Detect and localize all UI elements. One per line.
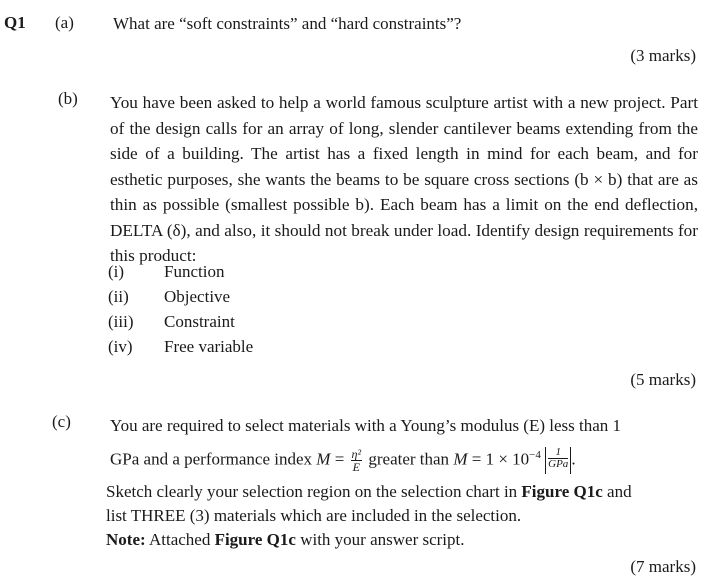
unit-bracket (545, 447, 571, 474)
equals-sign: = (330, 449, 349, 469)
part-c-note (106, 527, 465, 552)
part-a-marks: (3 marks) (630, 46, 696, 65)
part-b-item-label-3: Constraint (164, 312, 235, 331)
index-denominator: E (352, 460, 360, 475)
threshold-value: 1 × 10 (485, 449, 530, 469)
part-b-marks: (5 marks) (630, 370, 696, 389)
unit-denominator: GPa (548, 458, 569, 471)
part-c-line-4: list THREE (3) materials which are included in the selection. (106, 506, 522, 525)
note-prefix: Attached (145, 530, 215, 549)
part-c-label: (c) (52, 412, 71, 431)
greater-than-text: greater than (364, 449, 454, 469)
unit-numerator: 1 (548, 447, 568, 459)
note-figure-reference: Figure Q1c (214, 530, 296, 549)
part-b-item-label-1: Function (164, 262, 225, 281)
part-c-line-1: You are required to select materials with a Young’s modulus (E) less than 1 (110, 416, 622, 435)
question-number: Q1 (4, 13, 26, 32)
part-b-item-num-2: (ii) (108, 287, 129, 306)
part-b-item-label-4: Free variable (164, 337, 254, 356)
part-c-marks: (7 marks) (630, 557, 696, 576)
line-2-prefix: GPa and a performance index (110, 449, 317, 469)
performance-index-fraction (351, 448, 363, 473)
part-c-line-3 (106, 479, 632, 504)
line-3-suffix: and (602, 482, 632, 501)
note-suffix: with your answer script. (295, 530, 465, 549)
note-label: Note: (106, 530, 146, 549)
part-b-item-num-1: (i) (108, 262, 125, 281)
part-a-label: (a) (55, 13, 74, 32)
part-c-line-2: GPa and a performance index M = $\frac{\text{η²}}{E}$ greater than $M = 1 \times 10^{-4}$ 1 GPa . (110, 446, 576, 475)
figure-reference: Figure Q1c (521, 482, 603, 501)
part-b-item-num-4: (iv) (108, 337, 133, 356)
index-symbol: M (316, 449, 331, 469)
threshold-symbol: M (453, 449, 468, 469)
part-a-text: What are “soft constraints” and “hard constraints”? (113, 14, 462, 33)
index-numerator: η² (351, 447, 362, 462)
line-3-prefix: Sketch clearly your selection region on the selection chart in (106, 482, 522, 501)
part-b-paragraph: You have been asked to help a world famous sculpture artist with a new project. Part of the design calls for an array of long, slender cantilever beams extending from the side of a building. The artist has a fixed length in mind for each beam, and for esthetic purposes, she wants the beams to be square cross sections (b × b) that are as thin as possible (smallest possible b). Each beam has a limit on the end deflection, DELTA (δ), and also, it should not break under load. Identify design requirements for this product: (110, 93, 698, 265)
threshold-exponent: −4 (529, 449, 541, 461)
part-b-item-label-2: Objective (164, 287, 231, 306)
part-b-label: (b) (58, 89, 78, 108)
part-b-item-num-3: (iii) (108, 312, 134, 331)
